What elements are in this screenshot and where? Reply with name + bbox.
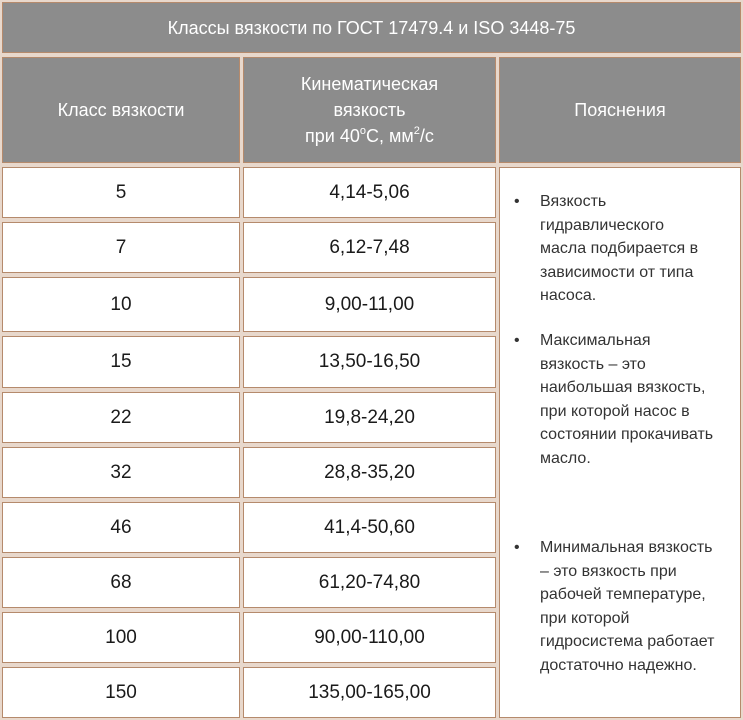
header-notes: Пояснения <box>499 57 741 163</box>
note-line: масло. <box>540 449 591 467</box>
cell-viscosity-class: 5 <box>2 167 240 218</box>
header-viscosity-class: Класс вязкости <box>2 57 240 163</box>
bullet-icon: • <box>514 332 520 349</box>
table-title: Классы вязкости по ГОСТ 17479.4 и ISO 3448-75 <box>2 2 741 53</box>
note-line: состоянии прокачивать <box>540 426 714 443</box>
square-sup: 2 <box>413 125 420 137</box>
cell-viscosity-class: 46 <box>2 502 240 553</box>
note-line: при которой насос в <box>540 402 690 420</box>
bullet-icon: • <box>514 193 520 210</box>
note-line: гидравлического <box>540 216 665 234</box>
cell-viscosity-class: 22 <box>2 392 240 443</box>
cell-viscosity-class: 7 <box>2 222 240 273</box>
cell-viscosity-class: 150 <box>2 667 240 718</box>
note-line: вязкость – это <box>540 355 646 373</box>
note-line: зависимости от типа <box>540 263 694 281</box>
note-line: – это вязкость при <box>540 562 677 580</box>
cell-kinematic-viscosity: 61,20-74,80 <box>243 557 496 608</box>
cell-kinematic-viscosity: 9,00-11,00 <box>243 277 496 332</box>
notes-cell <box>499 167 741 718</box>
cell-viscosity-class: 100 <box>2 612 240 663</box>
note-line: рабочей температуре, <box>540 586 706 603</box>
bullet-icon: • <box>514 539 520 556</box>
header-kinematic-line2: вязкость <box>333 100 406 120</box>
header-kinematic-line3-mid: С, мм <box>366 126 414 146</box>
cell-kinematic-viscosity: 41,4-50,60 <box>243 502 496 553</box>
note-line: гидросистема работает <box>540 633 715 650</box>
note-min-viscosity <box>514 536 736 677</box>
note-line: при которой <box>540 609 630 627</box>
cell-kinematic-viscosity: 90,00-110,00 <box>243 612 496 663</box>
header-kinematic-viscosity <box>243 57 496 163</box>
cell-kinematic-viscosity: 19,8-24,20 <box>243 392 496 443</box>
note-line: наибольшая вязкость, <box>540 379 706 396</box>
cell-kinematic-viscosity: 4,14-5,06 <box>243 167 496 218</box>
note-line: насоса. <box>540 287 597 304</box>
note-line: Минимальная вязкость <box>540 539 713 556</box>
note-max-viscosity <box>514 329 736 470</box>
degree-sup: o <box>359 125 367 137</box>
cell-kinematic-viscosity: 28,8-35,20 <box>243 447 496 498</box>
cell-kinematic-viscosity: 13,50-16,50 <box>243 336 496 388</box>
note-pump-viscosity <box>514 190 736 308</box>
cell-viscosity-class: 68 <box>2 557 240 608</box>
note-line: достаточно надежно. <box>540 656 697 674</box>
header-kinematic-line3-post: /с <box>419 126 434 146</box>
cell-viscosity-class: 32 <box>2 447 240 498</box>
cell-kinematic-viscosity: 135,00-165,00 <box>243 667 496 718</box>
note-line: Максимальная <box>540 332 651 349</box>
cell-kinematic-viscosity: 6,12-7,48 <box>243 222 496 273</box>
note-line: Вязкость <box>540 193 607 210</box>
note-line: масла подбирается в <box>540 240 699 257</box>
header-kinematic-line3-pre: при 40 <box>305 126 360 146</box>
cell-viscosity-class: 10 <box>2 277 240 332</box>
header-kinematic-line1: Кинематическая <box>300 74 439 94</box>
cell-viscosity-class: 15 <box>2 336 240 388</box>
